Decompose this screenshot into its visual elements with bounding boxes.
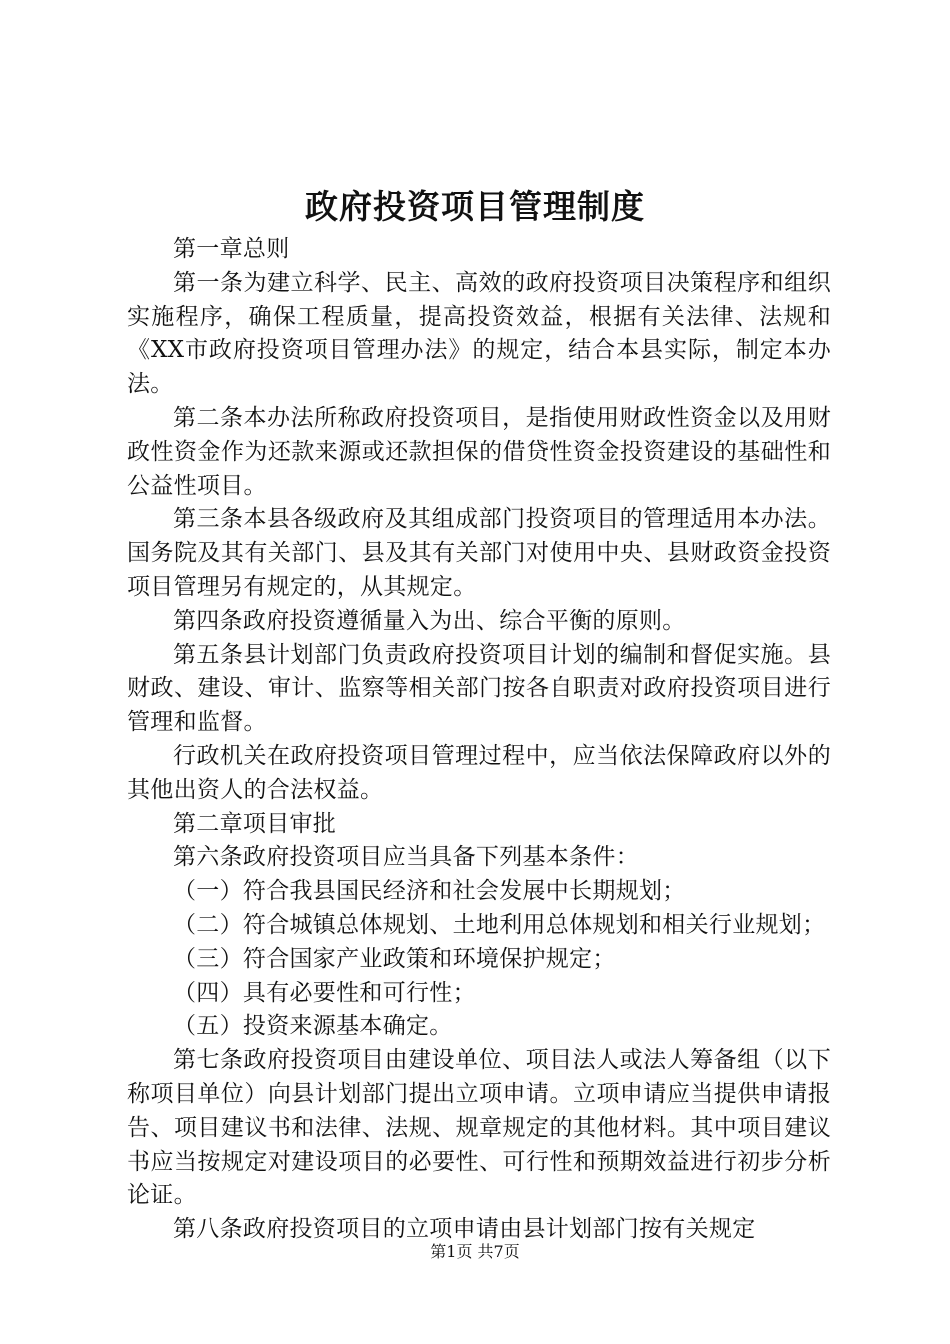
list-item: （四）具有必要性和可行性；	[173, 979, 476, 1006]
article-paragraph: 第六条政府投资项目应当具备下列基本条件：	[173, 844, 639, 871]
article-paragraph: 第二条本办法所称政府投资项目，是指使用财政性资金以及用财政性资金作为还款来源或还款担保的借贷性资金投资建设的基础性和公益性项目。	[127, 404, 831, 499]
article-paragraph: 行政机关在政府投资项目管理过程中，应当依法保障政府以外的其他出资人的合法权益。	[127, 742, 831, 803]
article-paragraph: 第四条政府投资遵循量入为出、综合平衡的原则。	[173, 607, 686, 634]
list-item: （三）符合国家产业政策和环境保护规定；	[173, 945, 616, 972]
document-title: 政府投资项目管理制度	[305, 187, 645, 226]
list-item: （五）投资来源基本确定。	[173, 1013, 453, 1040]
page-number-footer: 第1页 共7页	[430, 1242, 520, 1261]
chapter-heading: 第一章总则	[173, 236, 290, 262]
document-body	[127, 233, 831, 1247]
list-item: （二）符合城镇总体规划、土地利用总体规划和相关行业规划；	[173, 911, 826, 938]
article-paragraph: 第一条为建立科学、民主、高效的政府投资项目决策程序和组织实施程序，确保工程质量，提高投资效益，根据有关法律、法规和《XX市政府投资项目管理办法》的规定，结合本县实际，制定本办法。	[127, 269, 831, 398]
article-paragraph: 第五条县计划部门负责政府投资项目计划的编制和督促实施。县财政、建设、审计、监察等相关部门按各自职责对政府投资项目进行管理和监督。	[127, 641, 831, 736]
article-paragraph: 第七条政府投资项目由建设单位、项目法人或法人筹备组（以下称项目单位）向县计划部门提出立项申请。立项申请应当提供申请报告、项目建议书和法律、法规、规章规定的其他材料。其中项目建议书应当按规定对建设项目的必要性、可行性和预期效益进行初步分析论证。	[127, 1047, 831, 1209]
list-item: （一）符合我县国民经济和社会发展中长期规划；	[173, 878, 686, 905]
article-paragraph: 第八条政府投资项目的立项申请由县计划部门按有关规定	[173, 1216, 756, 1243]
chapter-heading: 第二章项目审批	[173, 810, 337, 837]
article-paragraph: 第三条本县各级政府及其组成部门投资项目的管理适用本办法。国务院及其有关部门、县及其有关部门对使用中央、县财政资金投资项目管理另有规定的，从其规定。	[127, 506, 831, 600]
